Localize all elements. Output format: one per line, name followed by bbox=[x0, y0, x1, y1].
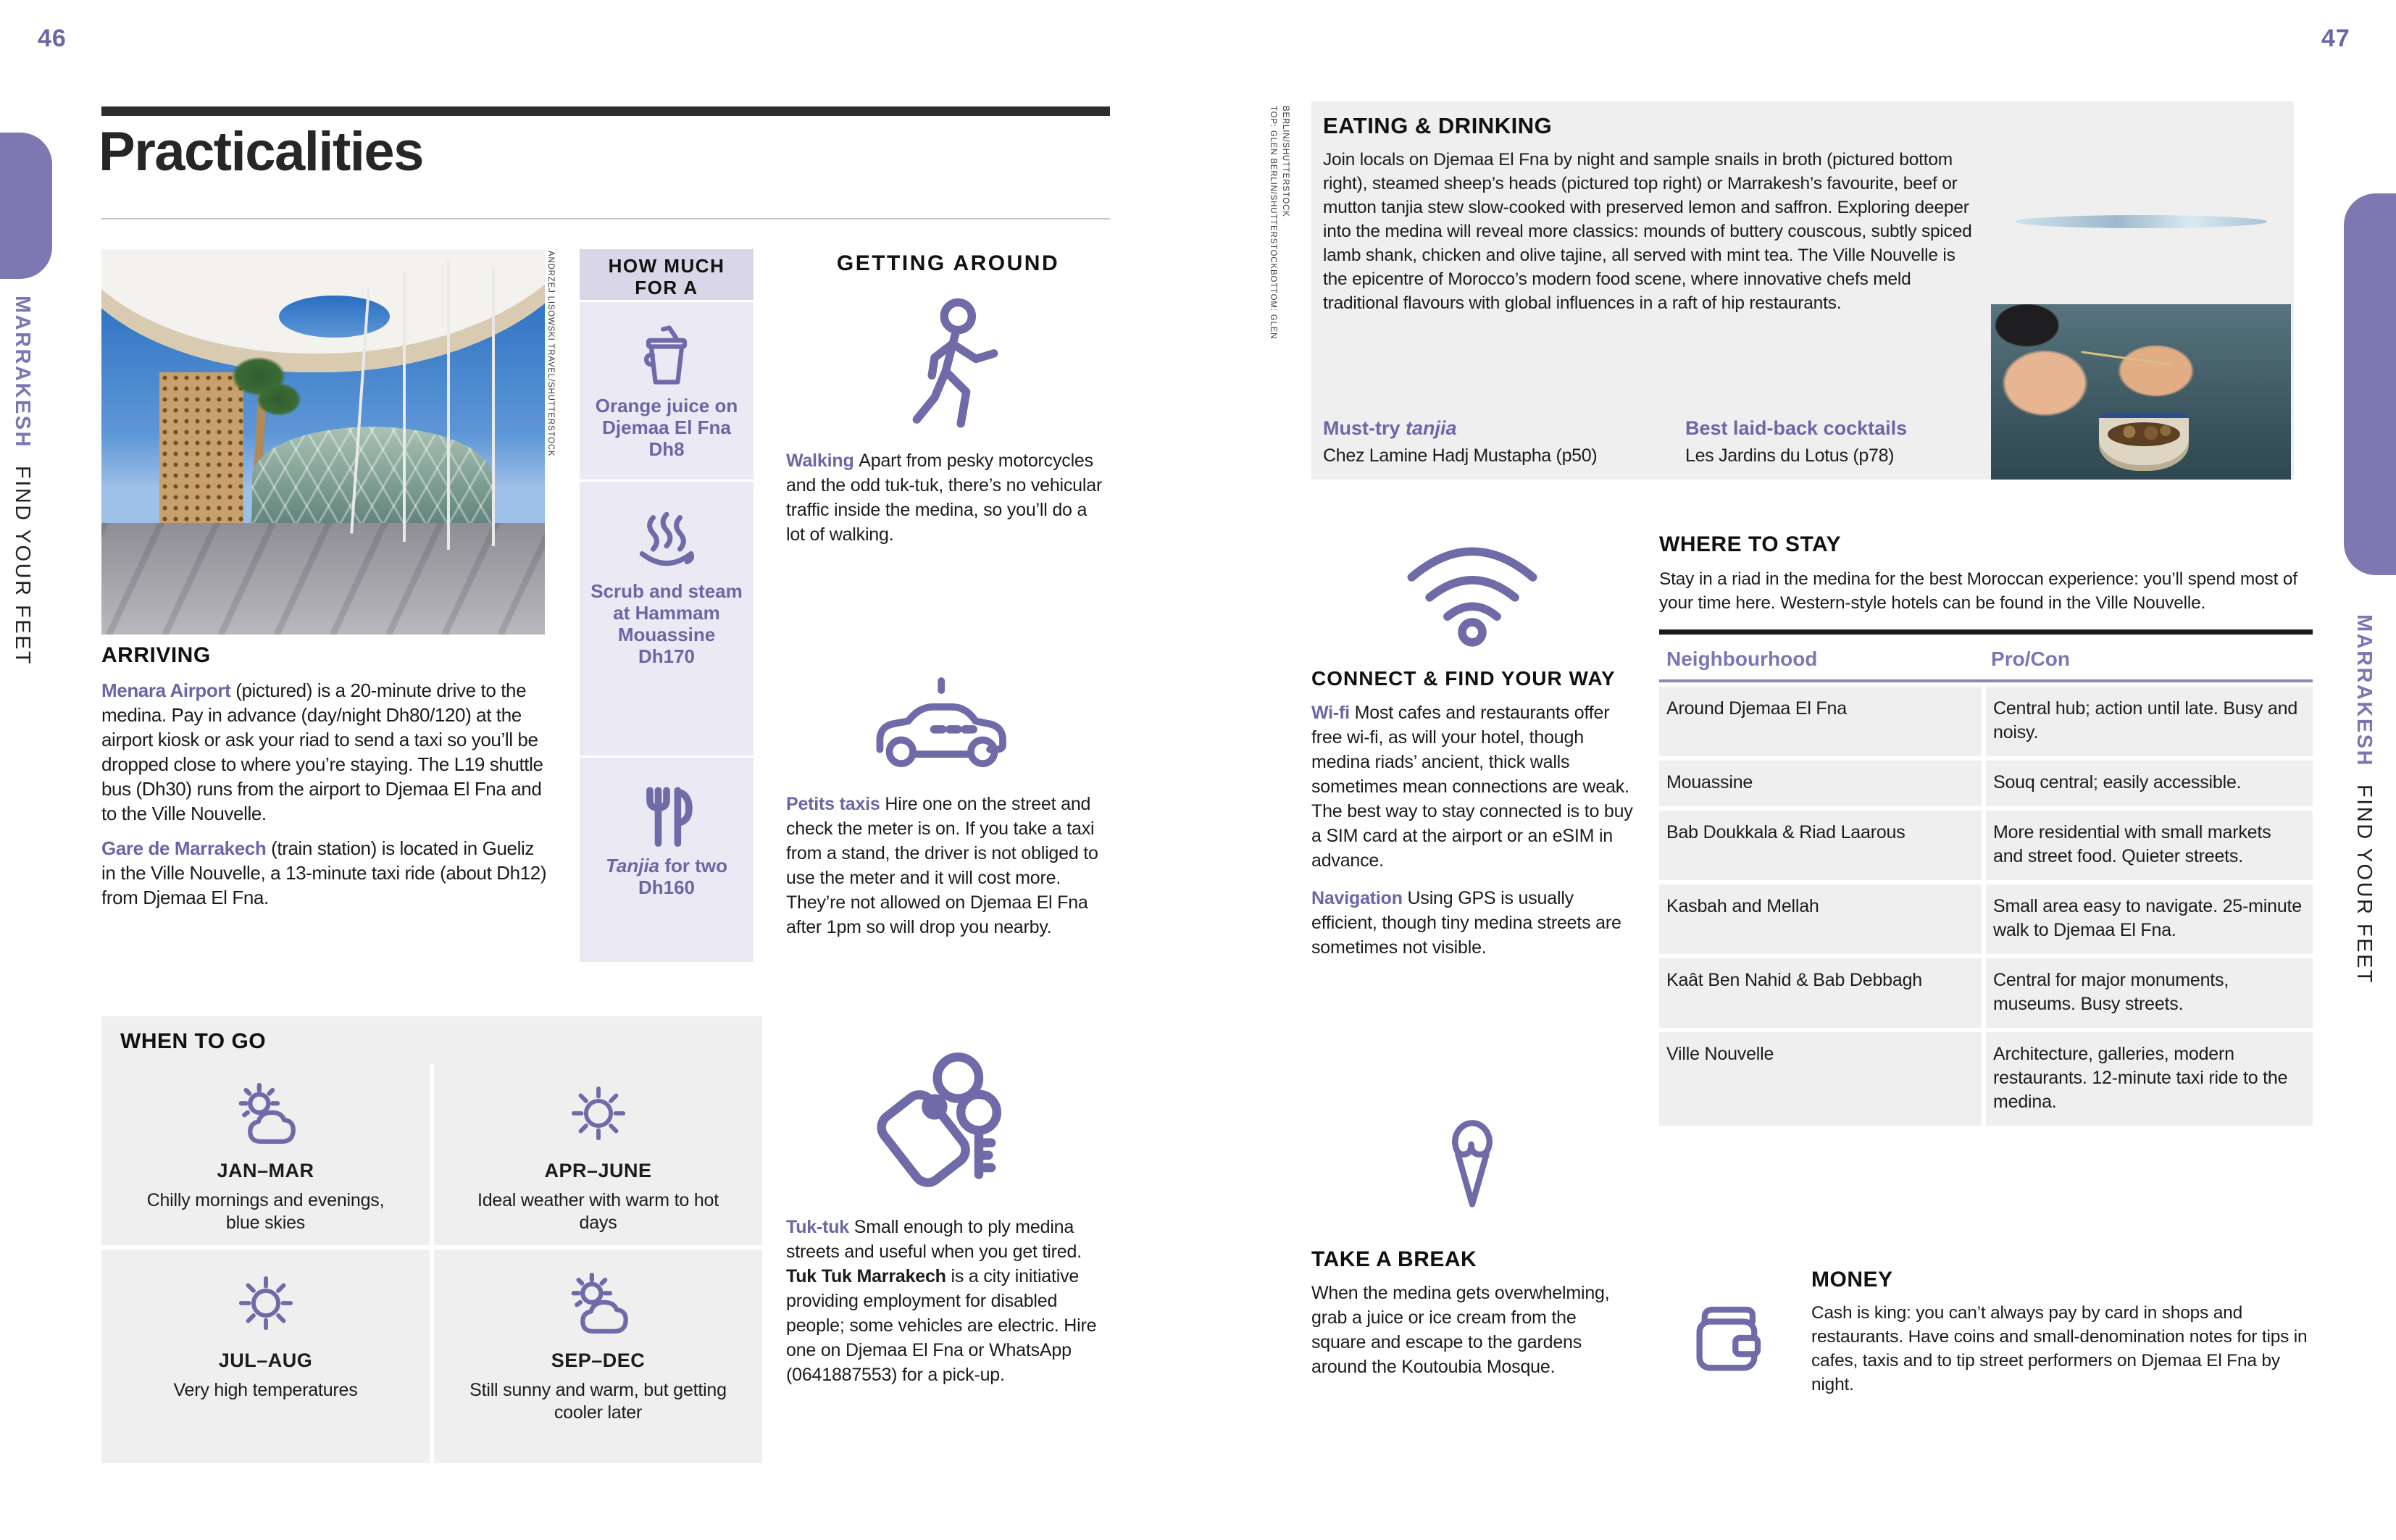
must-try-label-italic: tanjia bbox=[1406, 417, 1457, 439]
chapter-tab-right bbox=[2344, 193, 2396, 575]
must-try-value: Chez Lamine Hadj Mustapha (p50) bbox=[1323, 445, 1598, 466]
snails-photo bbox=[1991, 304, 2291, 480]
must-try-label bbox=[1323, 417, 1685, 440]
neighbourhood-cell: Kasbah and Mellah bbox=[1659, 884, 1982, 954]
spine-section-label: FIND YOUR FEET bbox=[2353, 784, 2376, 985]
eating-drinking-text bbox=[1323, 113, 1979, 315]
money-section bbox=[1811, 1268, 2313, 1397]
season-months: SEP–DEC bbox=[551, 1349, 646, 1371]
table-header-row bbox=[1659, 635, 2313, 682]
tuk-tuk-paragraph bbox=[786, 1215, 1110, 1387]
menara-airport-photo bbox=[101, 249, 545, 635]
arriving-paragraph-station bbox=[101, 836, 551, 910]
neighbourhood-cell: Mouassine bbox=[1659, 761, 1982, 806]
where-to-stay-section bbox=[1659, 532, 2313, 1126]
spine-chapter-label: MARRAKESH bbox=[11, 296, 34, 448]
spine-text-left bbox=[10, 296, 34, 666]
wifi-paragraph bbox=[1311, 700, 1633, 873]
how-much-label-text: for two bbox=[659, 855, 728, 876]
table-header-neighbourhood: Neighbourhood bbox=[1666, 648, 1818, 670]
airport-lattice-tower-shape bbox=[159, 372, 243, 534]
season-months: JAN–MAR bbox=[217, 1160, 314, 1181]
neighbourhood-cell: Bab Doukkala & Riad Laarous bbox=[1659, 811, 1982, 880]
procon-cell: Small area easy to navigate. 25-minute walk to Djemaa El Fna. bbox=[1986, 884, 2313, 954]
flagpole-shape bbox=[492, 269, 495, 546]
snail-bowl-shape bbox=[2099, 413, 2189, 471]
how-much-price: Dh160 bbox=[638, 876, 696, 898]
neighbourhood-cell: Around Djemaa El Fna bbox=[1659, 687, 1982, 756]
how-much-label-italic: Tanjia bbox=[605, 855, 660, 876]
cocktails-label: Best laid-back cocktails bbox=[1685, 417, 1908, 439]
ice-cream-icon bbox=[1422, 1085, 1523, 1230]
procon-cell: Central for major monuments, museums. Busy streets. bbox=[1986, 958, 2313, 1028]
spine-chapter-label: MARRAKESH bbox=[2353, 614, 2376, 767]
procon-cell: Central hub; action until late. Busy and noisy. bbox=[1986, 687, 2313, 756]
table-row bbox=[1659, 958, 2313, 1028]
tuk-tuk-lead: Tuk-tuk bbox=[786, 1217, 854, 1237]
arriving-airport-text: (pictured) is a 20-minute drive to the medina. Pay in advance (day/night Dh80/120) at the airport kiosk or ask your riad to send a taxi so you’ll be dropped close to where you’re staying. The L19 shuttle bus (Dh30) runs from the airport to Djemaa El Fna and to the Ville Nouvelle. bbox=[101, 679, 543, 824]
table-row bbox=[1659, 687, 2313, 756]
when-to-go-grid bbox=[101, 1064, 762, 1463]
season-description: Very high temperatures bbox=[173, 1380, 358, 1400]
where-to-stay-intro: Stay in a riad in the medina for the best Moroccan experience: you’ll spend most of your time here. Western-style hotels can be found in the Ville Nouvelle. bbox=[1659, 569, 2297, 613]
wifi-icon bbox=[1385, 535, 1559, 647]
hammam-steam-icon bbox=[627, 503, 706, 576]
season-description: Chilly mornings and evenings, blue skies bbox=[146, 1190, 385, 1233]
petits-taxis-paragraph bbox=[786, 792, 1110, 940]
wifi-text: Most cafes and restaurants offer free wi-fi, as will your hotel, though medina riads’ ancient, thick walls sometimes mean connections are weak. The best way to stay connected is to buy a SIM card at the airport or an eSIM in advance. bbox=[1311, 703, 1633, 871]
walking-text: Apart from pesky motorcycles and the odd tuk-tuk, there’s no vehicular traffic inside the medina, so you’ll do a lot of walking. bbox=[786, 451, 1103, 545]
season-cell-jan-mar bbox=[101, 1064, 430, 1245]
palm-tree-shape bbox=[248, 377, 310, 423]
sun-icon bbox=[559, 1079, 638, 1148]
how-much-sidebar bbox=[580, 249, 754, 962]
must-try-column bbox=[1323, 417, 1685, 466]
how-much-price: Dh8 bbox=[648, 438, 685, 460]
walking-paragraph bbox=[786, 448, 1110, 547]
cocktails-column bbox=[1685, 417, 1907, 466]
petits-taxis-text: Hire one on the street and check the meter is on. If you take a taxi from a stand, the driver is not obliged to use the meter and it will cost more. They’re not allowed on Djemaa El Fna after 1pm so will drop you nearby. bbox=[786, 794, 1098, 937]
juice-cup-icon bbox=[632, 321, 701, 390]
flagpole-shape bbox=[447, 261, 450, 550]
eating-drinking-heading: EATING & DRINKING bbox=[1323, 113, 1553, 138]
petits-taxis-lead: Petits taxis bbox=[786, 794, 885, 814]
airport-glass-facade-shape bbox=[252, 427, 491, 527]
season-description: Still sunny and warm, but getting cooler later bbox=[469, 1380, 727, 1423]
arriving-airport-lead: Menara Airport bbox=[101, 679, 236, 701]
flagpole-shape bbox=[403, 272, 406, 542]
navigation-paragraph bbox=[1311, 886, 1633, 960]
arriving-heading: ARRIVING bbox=[101, 643, 211, 667]
neighbourhood-cell: Ville Nouvelle bbox=[1659, 1032, 1982, 1126]
must-try-label-text: Must-try bbox=[1323, 417, 1406, 439]
neighbourhood-cell: Kaât Ben Nahid & Bab Debbagh bbox=[1659, 958, 1982, 1028]
chapter-tab-left bbox=[0, 133, 52, 279]
table-row bbox=[1659, 761, 2313, 806]
page-number-left: 46 bbox=[38, 25, 67, 52]
how-much-label-text: Scrub and steam at Hammam Mouassine bbox=[590, 580, 743, 645]
procon-cell: More residential with small markets and street food. Quieter streets. bbox=[1986, 811, 2313, 880]
how-much-label bbox=[580, 390, 754, 460]
cocktails-value: Les Jardins du Lotus (p78) bbox=[1685, 445, 1895, 466]
how-much-label bbox=[598, 850, 735, 898]
toothpick-shape bbox=[2082, 351, 2171, 365]
how-much-item-hammam bbox=[580, 482, 754, 756]
sheeps-heads-photo bbox=[1991, 107, 2291, 293]
sun-cloud-icon bbox=[222, 1079, 309, 1148]
title-rule-thin bbox=[101, 218, 1110, 219]
taxi-icon bbox=[865, 671, 1032, 780]
season-cell-jul-aug bbox=[101, 1250, 430, 1463]
foil-rim-shape bbox=[2015, 215, 2267, 228]
snail-broth-shape bbox=[2108, 422, 2179, 446]
airport-plaza-ground bbox=[101, 523, 545, 635]
page-title: Practicalities bbox=[99, 121, 423, 183]
tuk-tuk-text-1: Small enough to ply medina streets and useful when you get tired. bbox=[786, 1217, 1082, 1262]
season-cell-apr-june bbox=[434, 1064, 762, 1245]
connect-section bbox=[1311, 535, 1633, 960]
cutlery-icon bbox=[632, 775, 701, 850]
photo-credit-right bbox=[1266, 106, 1291, 417]
season-months: APR–JUNE bbox=[544, 1160, 652, 1181]
how-much-label-text: Orange juice on Djemaa El Fna bbox=[595, 395, 738, 438]
eating-recommendations bbox=[1323, 417, 1979, 466]
connect-heading: CONNECT & FIND YOUR WAY bbox=[1311, 667, 1616, 690]
money-text: Cash is king: you can’t always pay by card in shops and restaurants. Have coins and small-denomination notes for tips in cafes, taxis and to tip street performers on Djemaa El Fna by night. bbox=[1811, 1303, 2308, 1394]
procon-cell: Architecture, galleries, modern restaurants. 12-minute taxi ride to the medina. bbox=[1986, 1032, 2313, 1126]
table-row bbox=[1659, 811, 2313, 880]
neighbourhood-table bbox=[1659, 629, 2313, 1126]
season-cell-sep-dec bbox=[434, 1250, 762, 1463]
tuk-tuk-text-2: is a city initiative providing employment for disabled people; some vehicles are electric. Hire one on Djemaa El Fna or WhatsApp (0641887553) for a pick-up. bbox=[786, 1266, 1097, 1385]
how-much-heading: HOW MUCH FOR A bbox=[580, 249, 754, 300]
when-to-go-panel bbox=[101, 1016, 762, 1456]
how-much-item-tanjia bbox=[580, 758, 754, 962]
arriving-paragraph-airport bbox=[101, 678, 551, 826]
wifi-lead: Wi-fi bbox=[1311, 703, 1355, 723]
getting-around-section bbox=[786, 251, 1110, 1468]
take-a-break-heading: TAKE A BREAK bbox=[1311, 1247, 1477, 1271]
walking-lead: Walking bbox=[786, 451, 859, 471]
procon-cell: Souq central; easily accessible. bbox=[1986, 761, 2313, 806]
photo-credit-left: ANDRZEJ LISOWSKI TRAVEL/SHUTTERSTOCK bbox=[546, 251, 555, 457]
eating-drinking-body: Join locals on Djemaa El Fna by night and sample snails in broth (pictured bottom right), steamed sheep’s heads (pictured top right) or Marrakesh’s favourite, beef or mutton tanjia stew slow-cooked with preserved lemon and saffron. Exploring deeper into the medina will reveal more classics: mounds of buttery couscous, subtly spiced lamb shank, chicken and olive tajine, all served with mint tea. The Ville Nouvelle is the epicentre of Morocco’s modern food scene, where innovative chefs meld traditional flavours with global influences in a raft of hip restaurants. bbox=[1323, 150, 1972, 313]
walking-subsection bbox=[786, 293, 1110, 547]
how-much-price: Dh170 bbox=[638, 645, 696, 667]
tuk-tuk-subsection bbox=[786, 1042, 1110, 1387]
navigation-lead: Navigation bbox=[1311, 888, 1408, 908]
arriving-station-text: (train station) is located in Gueliz in the Ville Nouvelle, a 13-minute taxi ride (about Dh12) from Djemaa El Fna. bbox=[101, 837, 547, 908]
petits-taxis-subsection bbox=[786, 671, 1110, 940]
take-a-break-text: When the medina gets overwhelming, grab a juice or ice cream from the square and escape to the gardens around the Koutoubia Mosque. bbox=[1311, 1283, 1610, 1377]
money-icon-wrap bbox=[1682, 1295, 1777, 1389]
wallet-icon bbox=[1682, 1295, 1777, 1386]
arriving-station-lead: Gare de Marrakech bbox=[101, 837, 272, 859]
season-description: Ideal weather with warm to hot days bbox=[477, 1190, 719, 1233]
tuk-tuk-bold-name: Tuk Tuk Marrakech bbox=[786, 1266, 946, 1286]
photo-credit-bottom: BOTTOM: GLEN BERLIN/SHUTTERSTOCK bbox=[1269, 106, 1290, 340]
sun-cloud-icon bbox=[555, 1268, 642, 1338]
arriving-section bbox=[101, 643, 551, 910]
when-to-go-heading: WHEN TO GO bbox=[120, 1029, 267, 1053]
table-row bbox=[1659, 884, 2313, 954]
page-number-right: 47 bbox=[2321, 25, 2350, 52]
getting-around-heading: GETTING AROUND bbox=[836, 251, 1060, 275]
where-to-stay-heading: WHERE TO STAY bbox=[1659, 532, 1841, 556]
key-tag-icon bbox=[872, 1042, 1024, 1202]
table-header-procon: Pro/Con bbox=[1991, 648, 2070, 670]
eating-drinking-panel bbox=[1311, 101, 2294, 480]
money-heading: MONEY bbox=[1811, 1268, 1893, 1292]
title-rule-heavy bbox=[101, 106, 1110, 116]
how-much-item-juice bbox=[580, 302, 754, 480]
photo-credit-top: TOP: GLEN BERLIN/SHUTTERSTOCK bbox=[1269, 106, 1277, 269]
table-row bbox=[1659, 1032, 2313, 1126]
spine-section-label: FIND YOUR FEET bbox=[11, 466, 34, 666]
sun-icon bbox=[226, 1268, 306, 1338]
navigation-text: Using GPS is usually efficient, though tiny medina streets are sometimes not visible. bbox=[1311, 888, 1621, 958]
spine-text-right bbox=[2352, 614, 2376, 984]
season-months: JUL–AUG bbox=[218, 1349, 313, 1371]
walking-person-icon bbox=[880, 293, 1017, 438]
take-a-break-section bbox=[1311, 1085, 1633, 1379]
airport-skylight-shape bbox=[279, 296, 390, 338]
how-much-label bbox=[580, 576, 754, 667]
